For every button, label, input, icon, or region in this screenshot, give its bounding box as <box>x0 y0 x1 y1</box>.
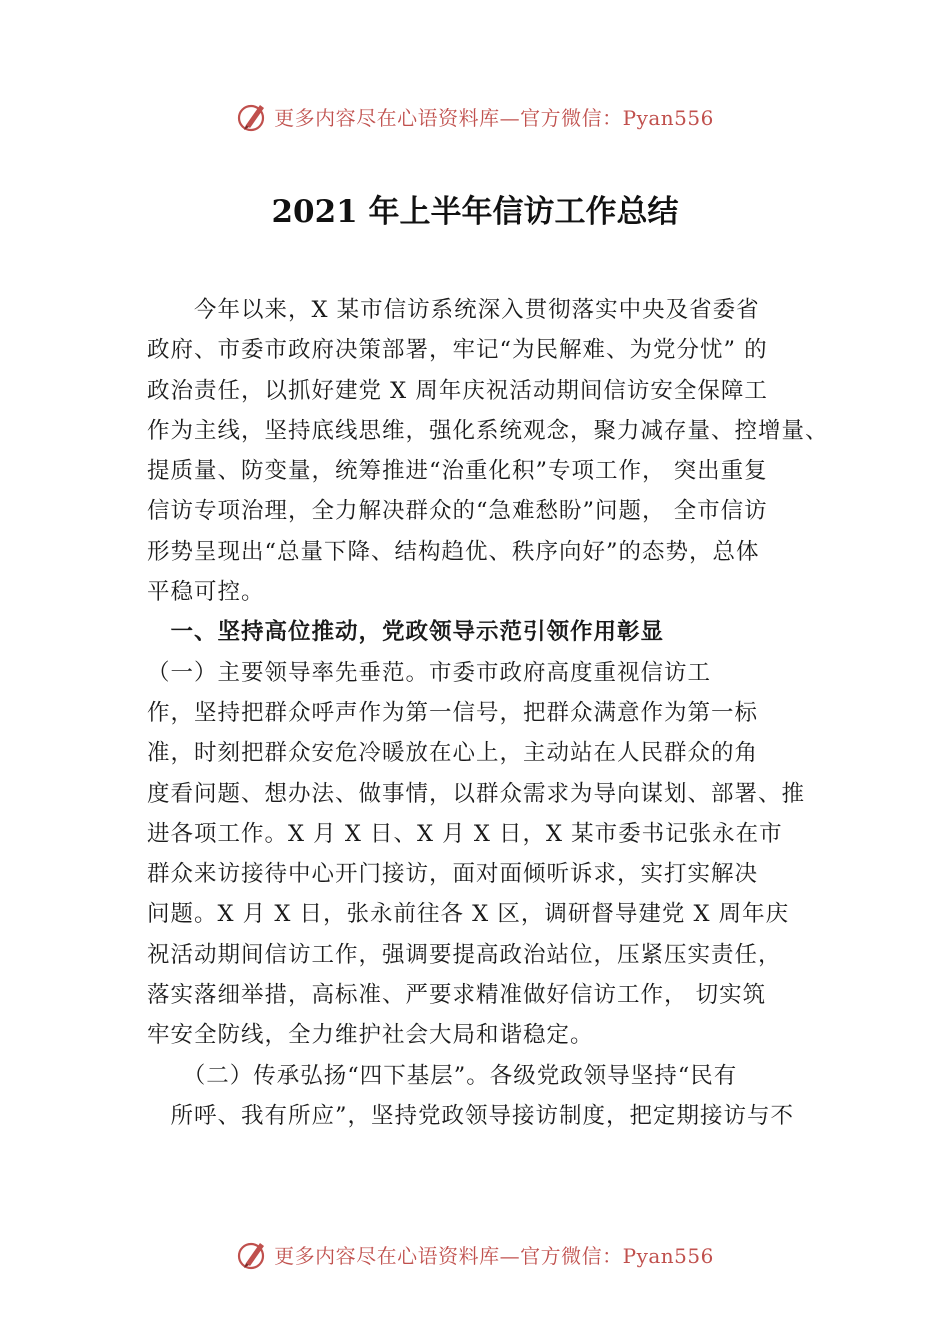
pen-logo-icon <box>236 1237 270 1271</box>
text-line: 度看问题、想办法、做事情，以群众需求为导向谋划、部署、推 <box>147 780 806 807</box>
text-line: 问题。X 月 X 日，张永前往各 X 区，调研督导建党 X 周年庆 <box>147 901 790 928</box>
watermark-footer <box>0 1234 950 1274</box>
watermark-header <box>0 96 950 136</box>
text-line: （一）主要领导率先垂范。市委市政府高度重视信访工 <box>147 659 712 686</box>
text-line: 政治责任，以抓好建党 X 周年庆祝活动期间信访安全保障工 <box>147 377 768 404</box>
pen-logo-icon <box>236 99 270 133</box>
text-line: 信访专项治理，全力解决群众的“急难愁盼”问题， 全市信访 <box>147 498 768 525</box>
text-line: 进各项工作。X 月 X 日、X 月 X 日，X 某市委书记张永在市 <box>147 820 783 847</box>
text-line: 准，时刻把群众安危冷暖放在心上，主动站在人民群众的角 <box>147 740 759 767</box>
watermark-text: 更多内容尽在心语资料库—官方微信：Pyan556 <box>274 105 714 130</box>
watermark-text: 更多内容尽在心语资料库—官方微信：Pyan556 <box>274 1243 714 1268</box>
text-line: 牢安全防线，全力维护社会大局和谐稳定。 <box>147 1022 594 1049</box>
text-line: 形势呈现出“总量下降、结构趋优、秩序向好”的态势，总体 <box>147 538 760 565</box>
text-line: 提质量、防变量，统筹推进“治重化积”专项工作， 突出重复 <box>147 458 768 485</box>
text-line: 政府、市委市政府决策部署，牢记“为民解难、为党分忧” 的 <box>147 337 768 364</box>
document-body <box>147 290 837 1136</box>
text-line: 所呼、我有所应”，坚持党政领导接访制度，把定期接访与不 <box>147 1102 795 1129</box>
document-title: 2021 年上半年信访工作总结 <box>271 194 679 230</box>
text-line: 落实落细举措，高标准、严要求精准做好信访工作， 切实筑 <box>147 982 767 1009</box>
text-line: 今年以来，X 某市信访系统深入贯彻落实中央及省委省 <box>147 297 760 323</box>
text-line: 作，坚持把群众呼声作为第一信号，把群众满意作为第一标 <box>147 699 759 726</box>
text-line: 作为主线，坚持底线思维，强化系统观念，聚力减存量、控增量、 <box>147 417 829 444</box>
text-line: （二）传承弘扬“四下基层”。各级党政领导坚持“民有 <box>147 1062 738 1089</box>
text-line: 群众来访接待中心开门接访，面对面倾听诉求，实打实解决 <box>147 861 759 888</box>
text-line: 祝活动期间信访工作，强调要提高政治站位，压紧压实责任， <box>147 941 782 968</box>
text-line: 平稳可控。 <box>147 579 265 606</box>
section-heading: 一、坚持高位推动，党政领导示范引领作用彰显 <box>147 619 665 646</box>
